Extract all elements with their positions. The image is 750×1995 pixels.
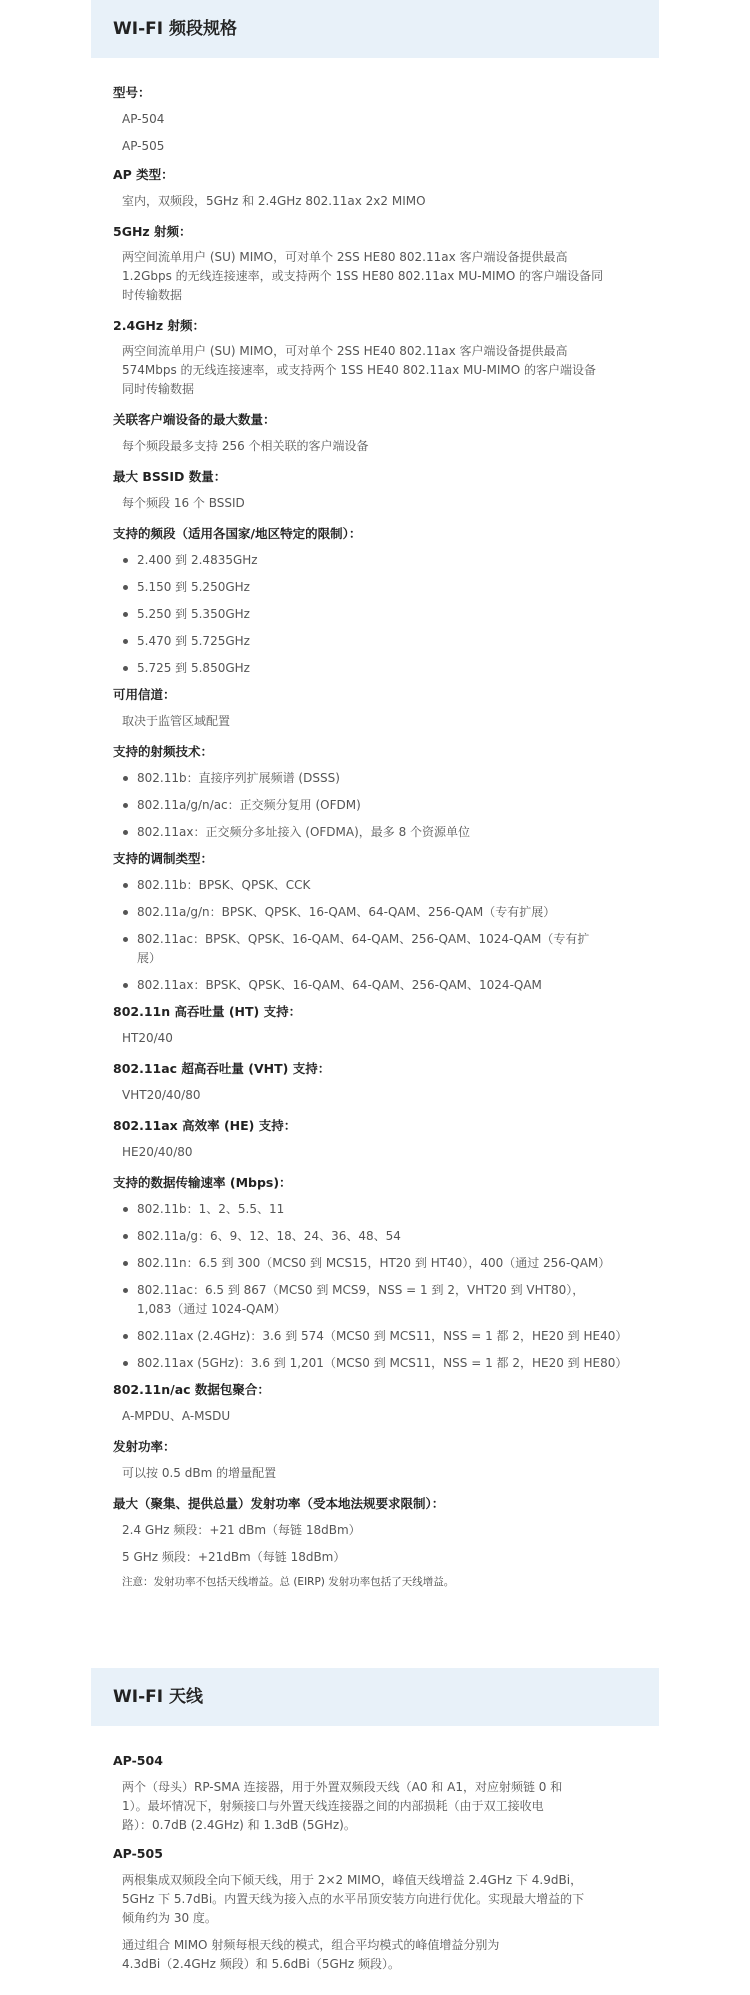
text-line: 4.3dBi（2.4GHz 频段）和 5.6dBi（5GHz 频段）。 — [122, 1957, 400, 1971]
text-line: 路）：0.7dB (2.4GHz) 和 1.3dB (5GHz)。 — [122, 1818, 356, 1832]
ap-type-value: 室内，双频段，5GHz 和 2.4GHz 802.11ax 2x2 MIMO — [122, 194, 426, 208]
text-line: 802.11ac：BPSK、QPSK、16-QAM、64-QAM、256-QAM、1024-QAM（专有扩 — [137, 932, 590, 946]
text-line: 802.11a/g：6、9、12、18、24、36、48、54 — [137, 1229, 401, 1243]
channels-value: 取决于监管区域配置 — [122, 714, 231, 728]
ap-type-label: AP 类型： — [113, 167, 174, 182]
radio-tech-list — [91, 769, 659, 842]
list-item: 5.725 到 5.850GHz — [122, 659, 659, 678]
list-item: 802.11b：直接序列扩展频谱 (DSSS) — [122, 769, 659, 788]
radio-5ghz-label: 5GHz 射频： — [113, 224, 192, 239]
max-tx-value: 5 GHz 频段：+21dBm（每链 18dBm） — [122, 1550, 346, 1564]
text-line: 574Mbps 的无线连接速率，或支持两个 1SS HE40 802.11ax MU-MIMO 的客户端设备 — [122, 363, 596, 377]
section-header-band — [91, 1668, 659, 1726]
list-item: 802.11ax：正交频分多址接入 (OFDMA)，最多 8 个资源单位 — [122, 823, 659, 842]
list-item — [122, 1200, 659, 1219]
rates-label: 支持的数据传输速率 (Mbps)： — [113, 1175, 292, 1190]
tx-note: 注意：发射功率不包括天线增益。总 (EIRP) 发射功率包括了天线增益。 — [122, 1576, 455, 1588]
text-line: 通过组合 MIMO 射频每根天线的模式，组合平均模式的峰值增益分别为 — [122, 1938, 500, 1952]
text-line: 时传输数据 — [122, 288, 183, 302]
text-line: 802.11ac：6.5 到 867（MCS0 到 MCS9，NSS = 1 到 2，VHT20 到 VHT80）， — [137, 1283, 585, 1297]
text-line: 802.11b：1、2、5.5、11 — [137, 1202, 285, 1216]
ht-value: HT20/40 — [122, 1031, 173, 1045]
text-line: 802.11n：6.5 到 300（MCS0 到 MCS15，HT20 到 HT40），400（通过 256-QAM） — [137, 1256, 611, 1270]
antenna-content — [91, 1752, 659, 1974]
list-item: 2.400 到 2.4835GHz — [122, 551, 659, 570]
bands-label: 支持的频段（适用各国家/地区特定的限制）： — [113, 526, 362, 541]
list-item: 802.11a/g/n/ac：正交频分复用 (OFDM) — [122, 796, 659, 815]
max-tx-label: 最大（聚集、提供总量）发射功率（受本地法规要求限制）： — [113, 1496, 445, 1511]
vht-value: VHT20/40/80 — [122, 1088, 201, 1102]
ht-label: 802.11n 高吞吐量 (HT) 支持： — [113, 1004, 302, 1019]
list-item: 5.470 到 5.725GHz — [122, 632, 659, 651]
section-header-band — [91, 0, 659, 58]
text-line: 两空间流单用户 (SU) MIMO，可对单个 2SS HE40 802.11ax 客户端设备提供最高 — [122, 344, 568, 358]
modulation-list — [91, 876, 659, 995]
text-line: 802.11ax：BPSK、QPSK、16-QAM、64-QAM、256-QAM、1024-QAM — [137, 978, 542, 992]
radio-tech-label: 支持的射频技术： — [113, 744, 214, 759]
list-item — [122, 930, 659, 968]
model-value: AP-504 — [122, 112, 165, 126]
radio-24ghz-value — [91, 342, 659, 399]
text-line: 802.11b：BPSK、QPSK、CCK — [137, 878, 311, 892]
list-item — [122, 1281, 659, 1319]
ap505-gain-text — [91, 1936, 659, 1974]
text-line: 两空间流单用户 (SU) MIMO，可对单个 2SS HE80 802.11ax 客户端设备提供最高 — [122, 250, 568, 264]
list-item — [122, 976, 659, 995]
text-line: 802.11ax (5GHz)：3.6 到 1,201（MCS0 到 MCS11，NSS = 1 都 2，HE20 到 HE80） — [137, 1356, 628, 1370]
tx-power-label: 发射功率： — [113, 1439, 176, 1454]
list-item — [122, 1354, 659, 1373]
model-label: 型号： — [113, 85, 151, 100]
max-bssid-value: 每个频段 16 个 BSSID — [122, 496, 245, 510]
text-line: 1.2Gbps 的无线连接速率，或支持两个 1SS HE80 802.11ax MU-MIMO 的客户端设备同 — [122, 269, 604, 283]
max-tx-value: 2.4 GHz 频段：+21 dBm（每链 18dBm） — [122, 1523, 361, 1537]
ap504-text — [91, 1778, 659, 1835]
max-bssid-label: 最大 BSSID 数量： — [113, 469, 227, 484]
he-label: 802.11ax 高效率 (HE) 支持： — [113, 1118, 297, 1133]
section-title: WI-FI 天线 — [113, 1687, 203, 1707]
modulation-label: 支持的调制类型： — [113, 851, 214, 866]
radio-5ghz-value — [91, 248, 659, 305]
vht-label: 802.11ac 超高吞吐量 (VHT) 支持： — [113, 1061, 331, 1076]
text-line: 同时传输数据 — [122, 382, 195, 396]
text-line: 1,083（通过 1024-QAM） — [137, 1302, 287, 1316]
text-line: 展） — [137, 951, 162, 965]
ap504-label: AP-504 — [113, 1753, 163, 1768]
model-value: AP-505 — [122, 139, 165, 153]
channels-label: 可用信道： — [113, 687, 176, 702]
list-item — [122, 876, 659, 895]
list-item: 5.250 到 5.350GHz — [122, 605, 659, 624]
aggregation-label: 802.11n/ac 数据包聚合： — [113, 1382, 270, 1397]
ap505-text — [91, 1871, 659, 1928]
text-line: 802.11a/g/n：BPSK、QPSK、16-QAM、64-QAM、256-QAM（专有扩展） — [137, 905, 556, 919]
list-item: 5.150 到 5.250GHz — [122, 578, 659, 597]
tx-power-value: 可以按 0.5 dBm 的增量配置 — [122, 1466, 277, 1480]
text-line: 倾角约为 30 度。 — [122, 1911, 217, 1925]
rates-list — [91, 1200, 659, 1373]
aggregation-value: A-MPDU、A-MSDU — [122, 1409, 231, 1423]
text-line: 两个（母头）RP-SMA 连接器，用于外置双频段天线（A0 和 A1，对应射频链 0 和 — [122, 1780, 563, 1794]
list-item — [122, 1254, 659, 1273]
radio-24ghz-label: 2.4GHz 射频： — [113, 318, 205, 333]
text-line: 802.11ax (2.4GHz)：3.6 到 574（MCS0 到 MCS11，NSS = 1 都 2，HE20 到 HE40） — [137, 1329, 628, 1343]
text-line: 1）。最坏情况下，射频接口与外置天线连接器之间的内部损耗（由于双工接收电 — [122, 1799, 544, 1813]
list-item — [122, 1227, 659, 1246]
list-item — [122, 1327, 659, 1346]
text-line: 5GHz 下 5.7dBi。内置天线为接入点的水平吊顶安装方向进行优化。实现最大增益的下 — [122, 1892, 585, 1906]
section-title: WI-FI 频段规格 — [113, 19, 237, 39]
bands-list — [91, 551, 659, 678]
text-line: 两根集成双频段全向下倾天线，用于 2×2 MIMO，峰值天线增益 2.4GHz 下 4.9dBi， — [122, 1873, 583, 1887]
spec-content — [91, 84, 659, 1590]
list-item — [122, 903, 659, 922]
he-value: HE20/40/80 — [122, 1145, 193, 1159]
max-clients-value: 每个频段最多支持 256 个相关联的客户端设备 — [122, 439, 369, 453]
max-clients-label: 关联客户端设备的最大数量： — [113, 412, 276, 427]
ap505-label: AP-505 — [113, 1846, 163, 1861]
